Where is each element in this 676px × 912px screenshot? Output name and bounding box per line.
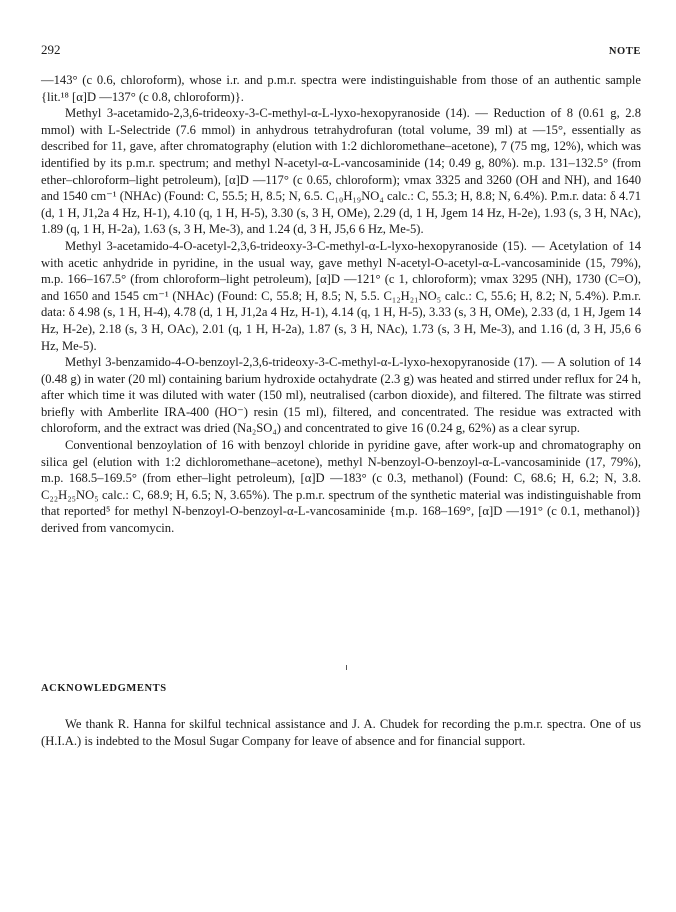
section-label: NOTE <box>608 46 641 57</box>
acknowledgments-text: We thank R. Hanna for skilful technical assistance and J. A. Chudek for recording the p.m.r. spectra. One of us (H.I.A.) is indebted to the Mosul Sugar Company for leave of absence and for financial support. <box>41 717 641 748</box>
experimental-text <box>41 72 641 537</box>
paragraph-continuation: —143° (c 0.6, chloroform), whose i.r. and p.m.r. spectra were indistinguishable from those of an authentic sample {lit.¹⁸ [α]D —137° (c 0.8, chloroform)}. <box>41 73 641 104</box>
page-number: 292 <box>41 42 61 57</box>
paragraph-compound-17: Methyl 3-benzamido-4-O-benzoyl-2,3,6-trideoxy-3-C-methyl-α-L-lyxo-hexopyranoside (17). — A solution of 14 (0.48 g) in water (20 ml) containing barium hydroxide octahydrate (2.3 g) was heated and stirred under reflux for 24 h, after which time it was diluted with water (150 ml), neutralised (carbon dioxide), and filtered. The filtrate was stirred briefly with Amberlite IRA-400 (HO⁻) resin (15 ml), filtered, and concentrated. The residue was extracted with chloroform, and the extract was dried (Na₂SO₄) and concentrated to give 16 (0.24 g, 62%) as a clear syrup. <box>41 355 641 436</box>
paragraph-compound-14: Methyl 3-acetamido-2,3,6-trideoxy-3-C-methyl-α-L-lyxo-hexopyranoside (14). — Reduction of 8 (0.61 g, 2.8 mmol) with L-Selectride (7.6 mmol) in anhydrous tetrahydrofuran (total volume, 39 ml) at —15°, essentially as described for 11, gave, after chromatography (elution with 1:2 dichloromethane–acetone), 7 (75 mg, 12%), which was identified by its p.m.r. spectrum; and methyl N-acetyl-α-L-vancosaminide (14; 0.49 g, 80%). m.p. 131–132.5° (from ether–chloroform–light petroleum), [α]D —117° (c 0.65, chloroform); νmax 3325 and 3260 (OH and NH), and 1640 and 1540 cm⁻¹ (NHAc) (Found: C, 55.5; H, 8.5; N, 6.5. C₁₀H₁₉NO₄ calc.: C, 55.3; H, 8.8; N, 6.4%). P.m.r. data: δ 4.71 (d, 1 H, J1,2a 4 Hz, H-1), 4.10 (q, 1 H, H-5), 3.30 (s, 3 H, OMe), 2.29 (d, 1 H, Jgem 14 Hz, H-2e), 1.93 (s, 3 H, NAc), 1.89 (q, 1 H, H-2a), 1.63 (s, 3 H, Me-3), and 1.24 (d, 3 H, J5,6 6 Hz, Me-5). <box>41 106 641 237</box>
paragraph-benzoylation: Conventional benzoylation of 16 with benzoyl chloride in pyridine gave, after work-up and chromatography on silica gel (elution with 1:2 dichloromethane–acetone), methyl N-benzoyl-O-benzoyl-α-L-vancosaminide (17, 79%), m.p. 168.5–169.5° (from ether–light petroleum), [α]D —183° (c 0.3, methanol) (Found: C, 68.6; H, 6.2; N, 3.8. C₂₂H₂₅NO₅ calc.: C, 68.9; H, 6.5; N, 3.65%). The p.m.r. spectrum of the synthetic material was indistinguishable from that reported⁵ for methyl N-benzoyl-O-benzoyl-α-L-vancosaminide {m.p. 168–169°, [α]D —191° (c 0.1, methanol)} derived from vancomycin. <box>41 438 641 536</box>
paragraph-compound-15: Methyl 3-acetamido-4-O-acetyl-2,3,6-trideoxy-3-C-methyl-α-L-lyxo-hexopyranoside (15). — Acetylation of 14 with acetic anhydride in pyridine, in the usual way, gave methyl N-acetyl-O-acetyl-α-L-vancosaminide (15, 79%), m.p. 166–167.5° (from chloroform–light petroleum), [α]D —121° (c 1, chloroform); νmax 3295 (NH), 1730 (C=O), and 1650 and 1545 cm⁻¹ (NHAc) (Found: C, 55.8; H, 8.5; N, 5.5. C₁₂H₂₁NO₅ calc.: C, 55.6; H, 8.2; N, 5.4%). P.m.r. data: δ 4.98 (s, 1 H, H-4), 4.78 (d, 1 H, J1,2a 4 Hz, H-1), 4.14 (q, 1 H, H-5), 3.33 (s, 3 H, OMe), 2.33 (d, 1 H, Jgem 14 Hz, H-2e), 2.18 (s, 3 H, OAc), 2.01 (q, 1 H, H-2a), 1.87 (s, 3 H, NAc), 1.73 (s, 3 H, Me-3), and 1.16 (d, 3 H, J5,6 6 Hz, Me-5). <box>41 238 641 353</box>
separator-mark <box>346 665 347 670</box>
acknowledgments-heading: ACKNOWLEDGMENTS <box>41 683 167 694</box>
running-header <box>41 42 641 58</box>
